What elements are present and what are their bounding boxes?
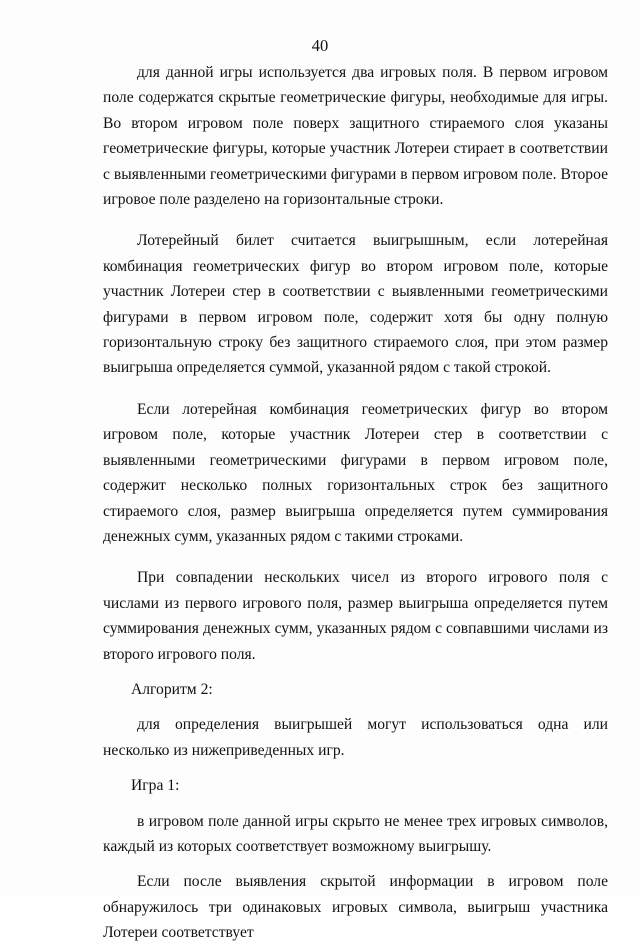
heading-algorithm-2: Алгоритм 2: [131,680,213,698]
paragraph-game-1-text: в игровом поле данной игры скрыто не менее трех игровых символов, каждый из которых соответствует возможному выигрышу. [103,812,608,855]
paragraph-algorithm-2-text: для определения выигрышей могут использоваться одна или несколько из нижеприведенных игр. [103,716,608,759]
heading-game-1: Игра 1: [131,777,180,795]
page-number: 40 [311,36,329,55]
paragraph-game-fields: для данной игры используется два игровых поля. В первом игровом поле содержатся скрытые геометрические фигуры, необходимые для игры. Во втором игровом поле поверх защитного стираемого слоя указаны геометрические фигуры, которые участник Лотереи стирает в соответствии с выявленными геометрическими фигурами в первом игровом поле. Второе игровое поле разделено на горизонтальные строки. [103,64,608,209]
paragraph-multiple-rows: Если лотерейная комбинация геометрических фигур во втором игровом поле, которые участник Лотереи стер в соответствии с выявленными геометрическими фигурами в первом игровом поле, содержит несколько полных горизонтальных строк без защитного стираемого слоя, размер выигрыша определяется путем суммирования денежных сумм, указанных рядом с такими строками. [103,400,608,545]
paragraph-winning-ticket: Лотерейный билет считается выигрышным, если лотерейная комбинация геометрических фигур во втором игровом поле, которые участник Лотереи стер в соответствии с выявленными геометрическими фигурами в первом игровом поле, содержит хотя бы одну полную горизонтальную строку без защитного стираемого слоя, при этом размер выигрыша определяется суммой, указанной рядом с такой строкой. [103,232,608,377]
paragraph-number-matches: При совпадении нескольких чисел из второго игрового поля с числами из первого игрового поля, размер выигрыша определяется путем суммирования денежных сумм, указанных рядом с совпавшими числами из второго игрового поля. [103,569,608,663]
body-text [103,60,608,946]
paragraph-three-symbols: Если после выявления скрытой информации в игровом поле обнаружилось три одинаковых игровых символа, выигрыш участника Лотереи соответствует [103,873,608,942]
